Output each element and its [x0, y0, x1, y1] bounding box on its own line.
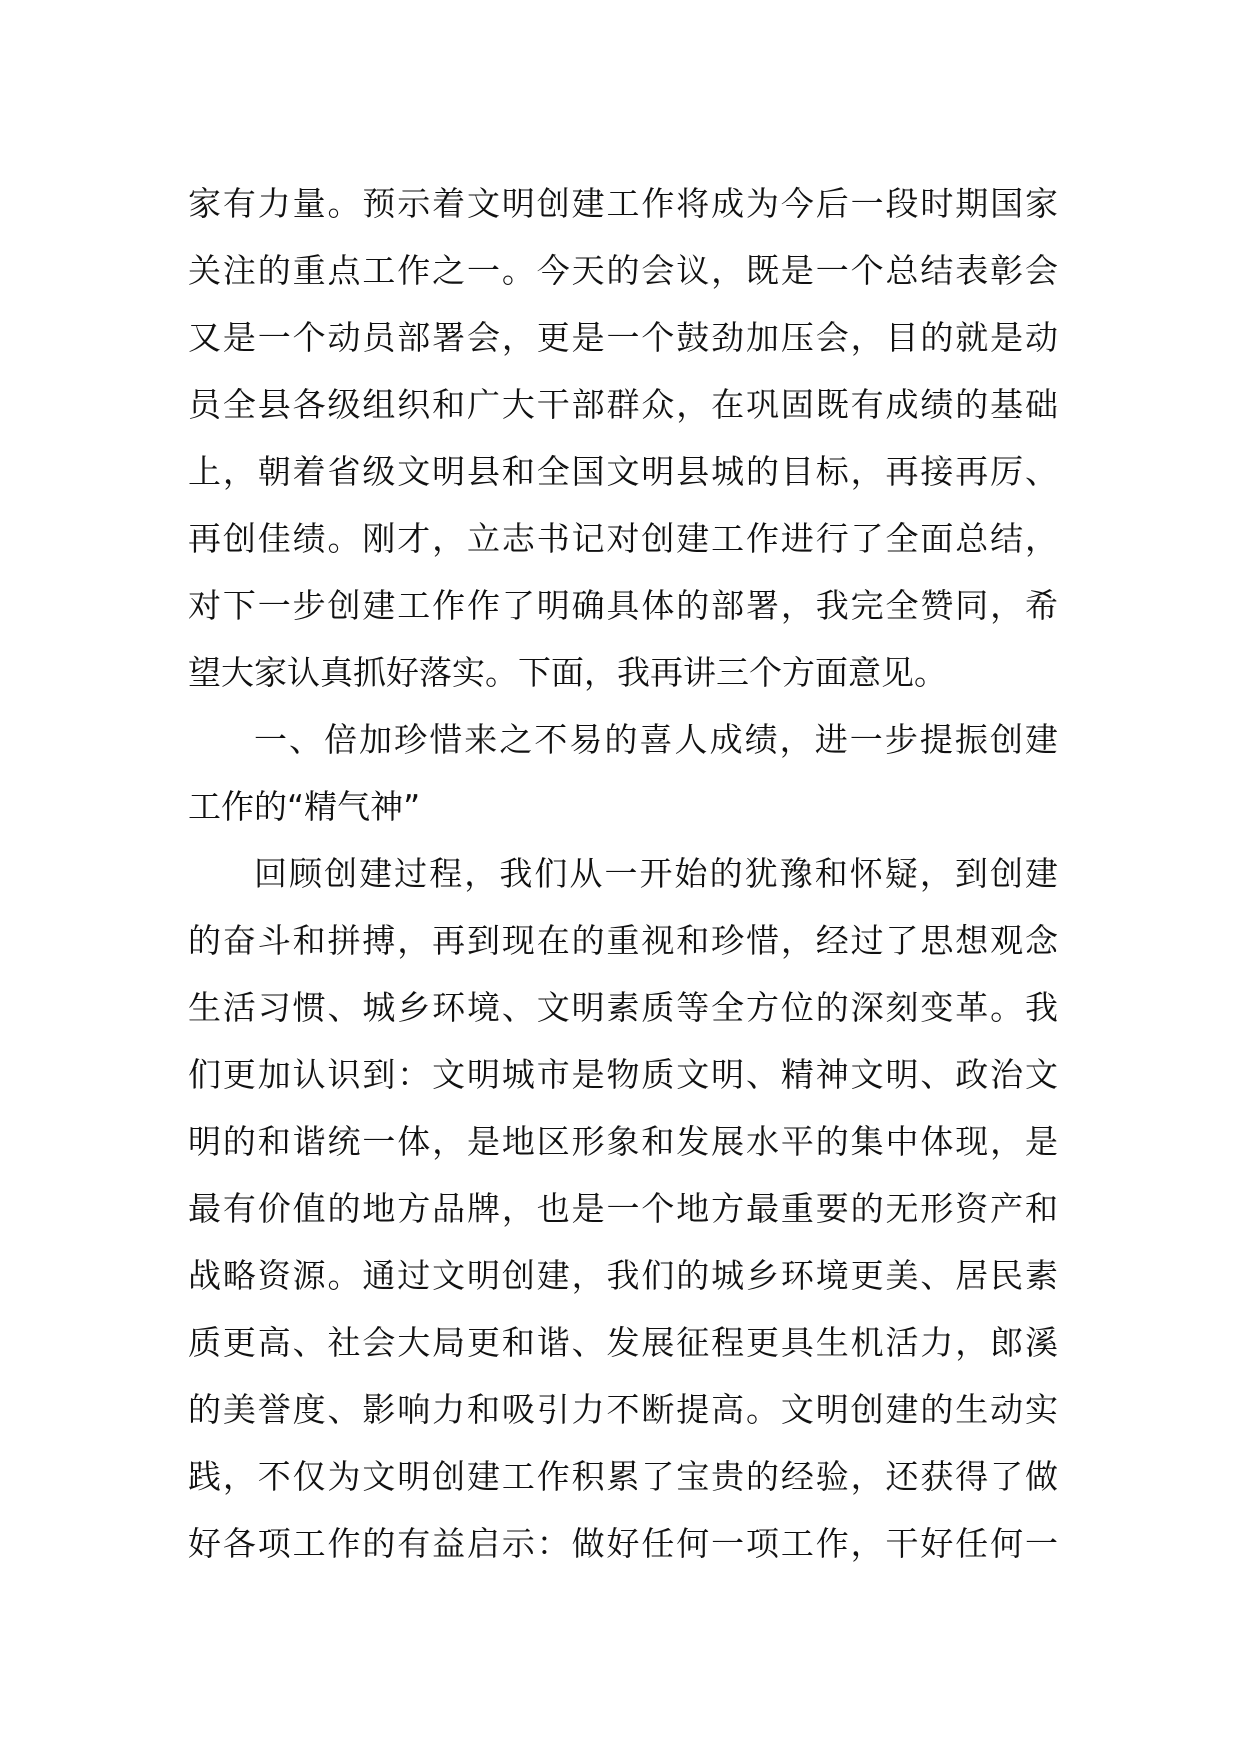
- text-line: 践，不仅为文明创建工作积累了宝贵的经验，还获得了做: [188, 1457, 1058, 1496]
- text-line: 上，朝着省级文明县和全国文明县城的目标，再接再厉、: [188, 452, 1058, 491]
- section-heading-line: 一、倍加珍惜来之不易的喜人成绩，进一步提振创建: [254, 720, 1058, 759]
- text-line: 又是一个动员部署会，更是一个鼓劲加压会，目的就是动: [188, 318, 1058, 357]
- section-heading-line: 工作的“精气神”: [188, 787, 421, 826]
- text-line: 望大家认真抓好落实。下面，我再讲三个方面意见。: [188, 653, 947, 692]
- text-line: 家有力量。预示着文明创建工作将成为今后一段时期国家: [188, 184, 1058, 223]
- text-line: 员全县各级组织和广大干部群众，在巩固既有成绩的基础: [188, 385, 1058, 424]
- text-line: 质更高、社会大局更和谐、发展征程更具生机活力，郎溪: [188, 1323, 1058, 1362]
- text-line: 们更加认识到：文明城市是物质文明、精神文明、政治文: [188, 1055, 1058, 1094]
- text-line: 最有价值的地方品牌，也是一个地方最重要的无形资产和: [188, 1189, 1058, 1228]
- text-line: 好各项工作的有益启示：做好任何一项工作，干好任何一: [188, 1524, 1058, 1563]
- text-line: 回顾创建过程，我们从一开始的犹豫和怀疑，到创建: [254, 854, 1058, 893]
- text-line: 明的和谐统一体，是地区形象和发展水平的集中体现，是: [188, 1122, 1058, 1161]
- text-line: 再创佳绩。刚才，立志书记对创建工作进行了全面总结，: [188, 519, 1058, 558]
- text-line: 的奋斗和拼搏，再到现在的重视和珍惜，经过了思想观念: [188, 921, 1058, 960]
- text-line: 生活习惯、城乡环境、文明素质等全方位的深刻变革。我: [188, 988, 1058, 1027]
- body-text: [188, 170, 1058, 1577]
- text-line: 的美誉度、影响力和吸引力不断提高。文明创建的生动实: [188, 1390, 1058, 1429]
- text-line: 对下一步创建工作作了明确具体的部署，我完全赞同，希: [188, 586, 1058, 625]
- text-line: 战略资源。通过文明创建，我们的城乡环境更美、居民素: [188, 1256, 1058, 1295]
- text-line: 关注的重点工作之一。今天的会议，既是一个总结表彰会: [188, 251, 1058, 290]
